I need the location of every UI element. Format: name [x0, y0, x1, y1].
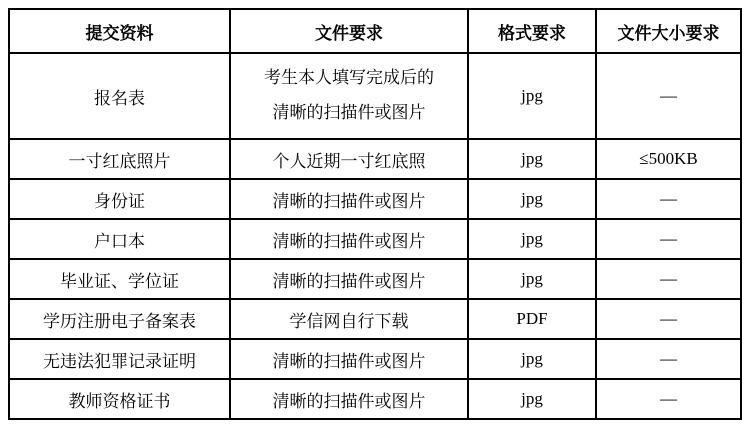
- table-row: [9, 259, 741, 299]
- cell-size: —: [596, 219, 741, 259]
- cell-requirement: [230, 53, 468, 139]
- cell-format: jpg: [468, 139, 596, 179]
- cell-requirement: 个人近期一寸红底照: [230, 139, 468, 179]
- cell-requirement: 清晰的扫描件或图片: [230, 339, 468, 379]
- cell-requirement: 清晰的扫描件或图片: [230, 179, 468, 219]
- cell-format: jpg: [468, 339, 596, 379]
- cell-size: ≤500KB: [596, 139, 741, 179]
- table-row: [9, 339, 741, 379]
- cell-requirement: 清晰的扫描件或图片: [230, 259, 468, 299]
- table-row: [9, 179, 741, 219]
- cell-material: 报名表: [9, 53, 230, 139]
- submission-requirements-table: [8, 8, 742, 420]
- requirement-line: 考生本人填写完成后的: [264, 68, 434, 88]
- cell-format: jpg: [468, 259, 596, 299]
- cell-size: —: [596, 53, 741, 139]
- cell-size: —: [596, 339, 741, 379]
- cell-requirement: 清晰的扫描件或图片: [230, 379, 468, 419]
- cell-material: 学历注册电子备案表: [9, 299, 230, 339]
- cell-size: —: [596, 259, 741, 299]
- cell-format: jpg: [468, 53, 596, 139]
- cell-material: 身份证: [9, 179, 230, 219]
- table-row: [9, 53, 741, 139]
- header-cell-format: 格式要求: [468, 9, 596, 53]
- cell-size: —: [596, 379, 741, 419]
- cell-format: jpg: [468, 379, 596, 419]
- header-cell-size: 文件大小要求: [596, 9, 741, 53]
- cell-material: 户口本: [9, 219, 230, 259]
- requirement-line: 清晰的扫描件或图片: [272, 103, 426, 122]
- cell-format: PDF: [468, 299, 596, 339]
- table-row: [9, 299, 741, 339]
- header-cell-requirement: 文件要求: [230, 9, 468, 53]
- cell-format: jpg: [468, 219, 596, 259]
- cell-format: jpg: [468, 179, 596, 219]
- cell-requirement: 清晰的扫描件或图片: [230, 219, 468, 259]
- cell-size: —: [596, 179, 741, 219]
- cell-material: 一寸红底照片: [9, 139, 230, 179]
- header-cell-material: 提交资料: [9, 9, 230, 53]
- cell-material: 无违法犯罪记录证明: [9, 339, 230, 379]
- cell-material: 毕业证、学位证: [9, 259, 230, 299]
- table-row: [9, 379, 741, 419]
- header-row: [9, 9, 741, 53]
- table-row: [9, 139, 741, 179]
- cell-size: —: [596, 299, 741, 339]
- table-row: [9, 219, 741, 259]
- cell-material: 教师资格证书: [9, 379, 230, 419]
- cell-requirement: 学信网自行下载: [230, 299, 468, 339]
